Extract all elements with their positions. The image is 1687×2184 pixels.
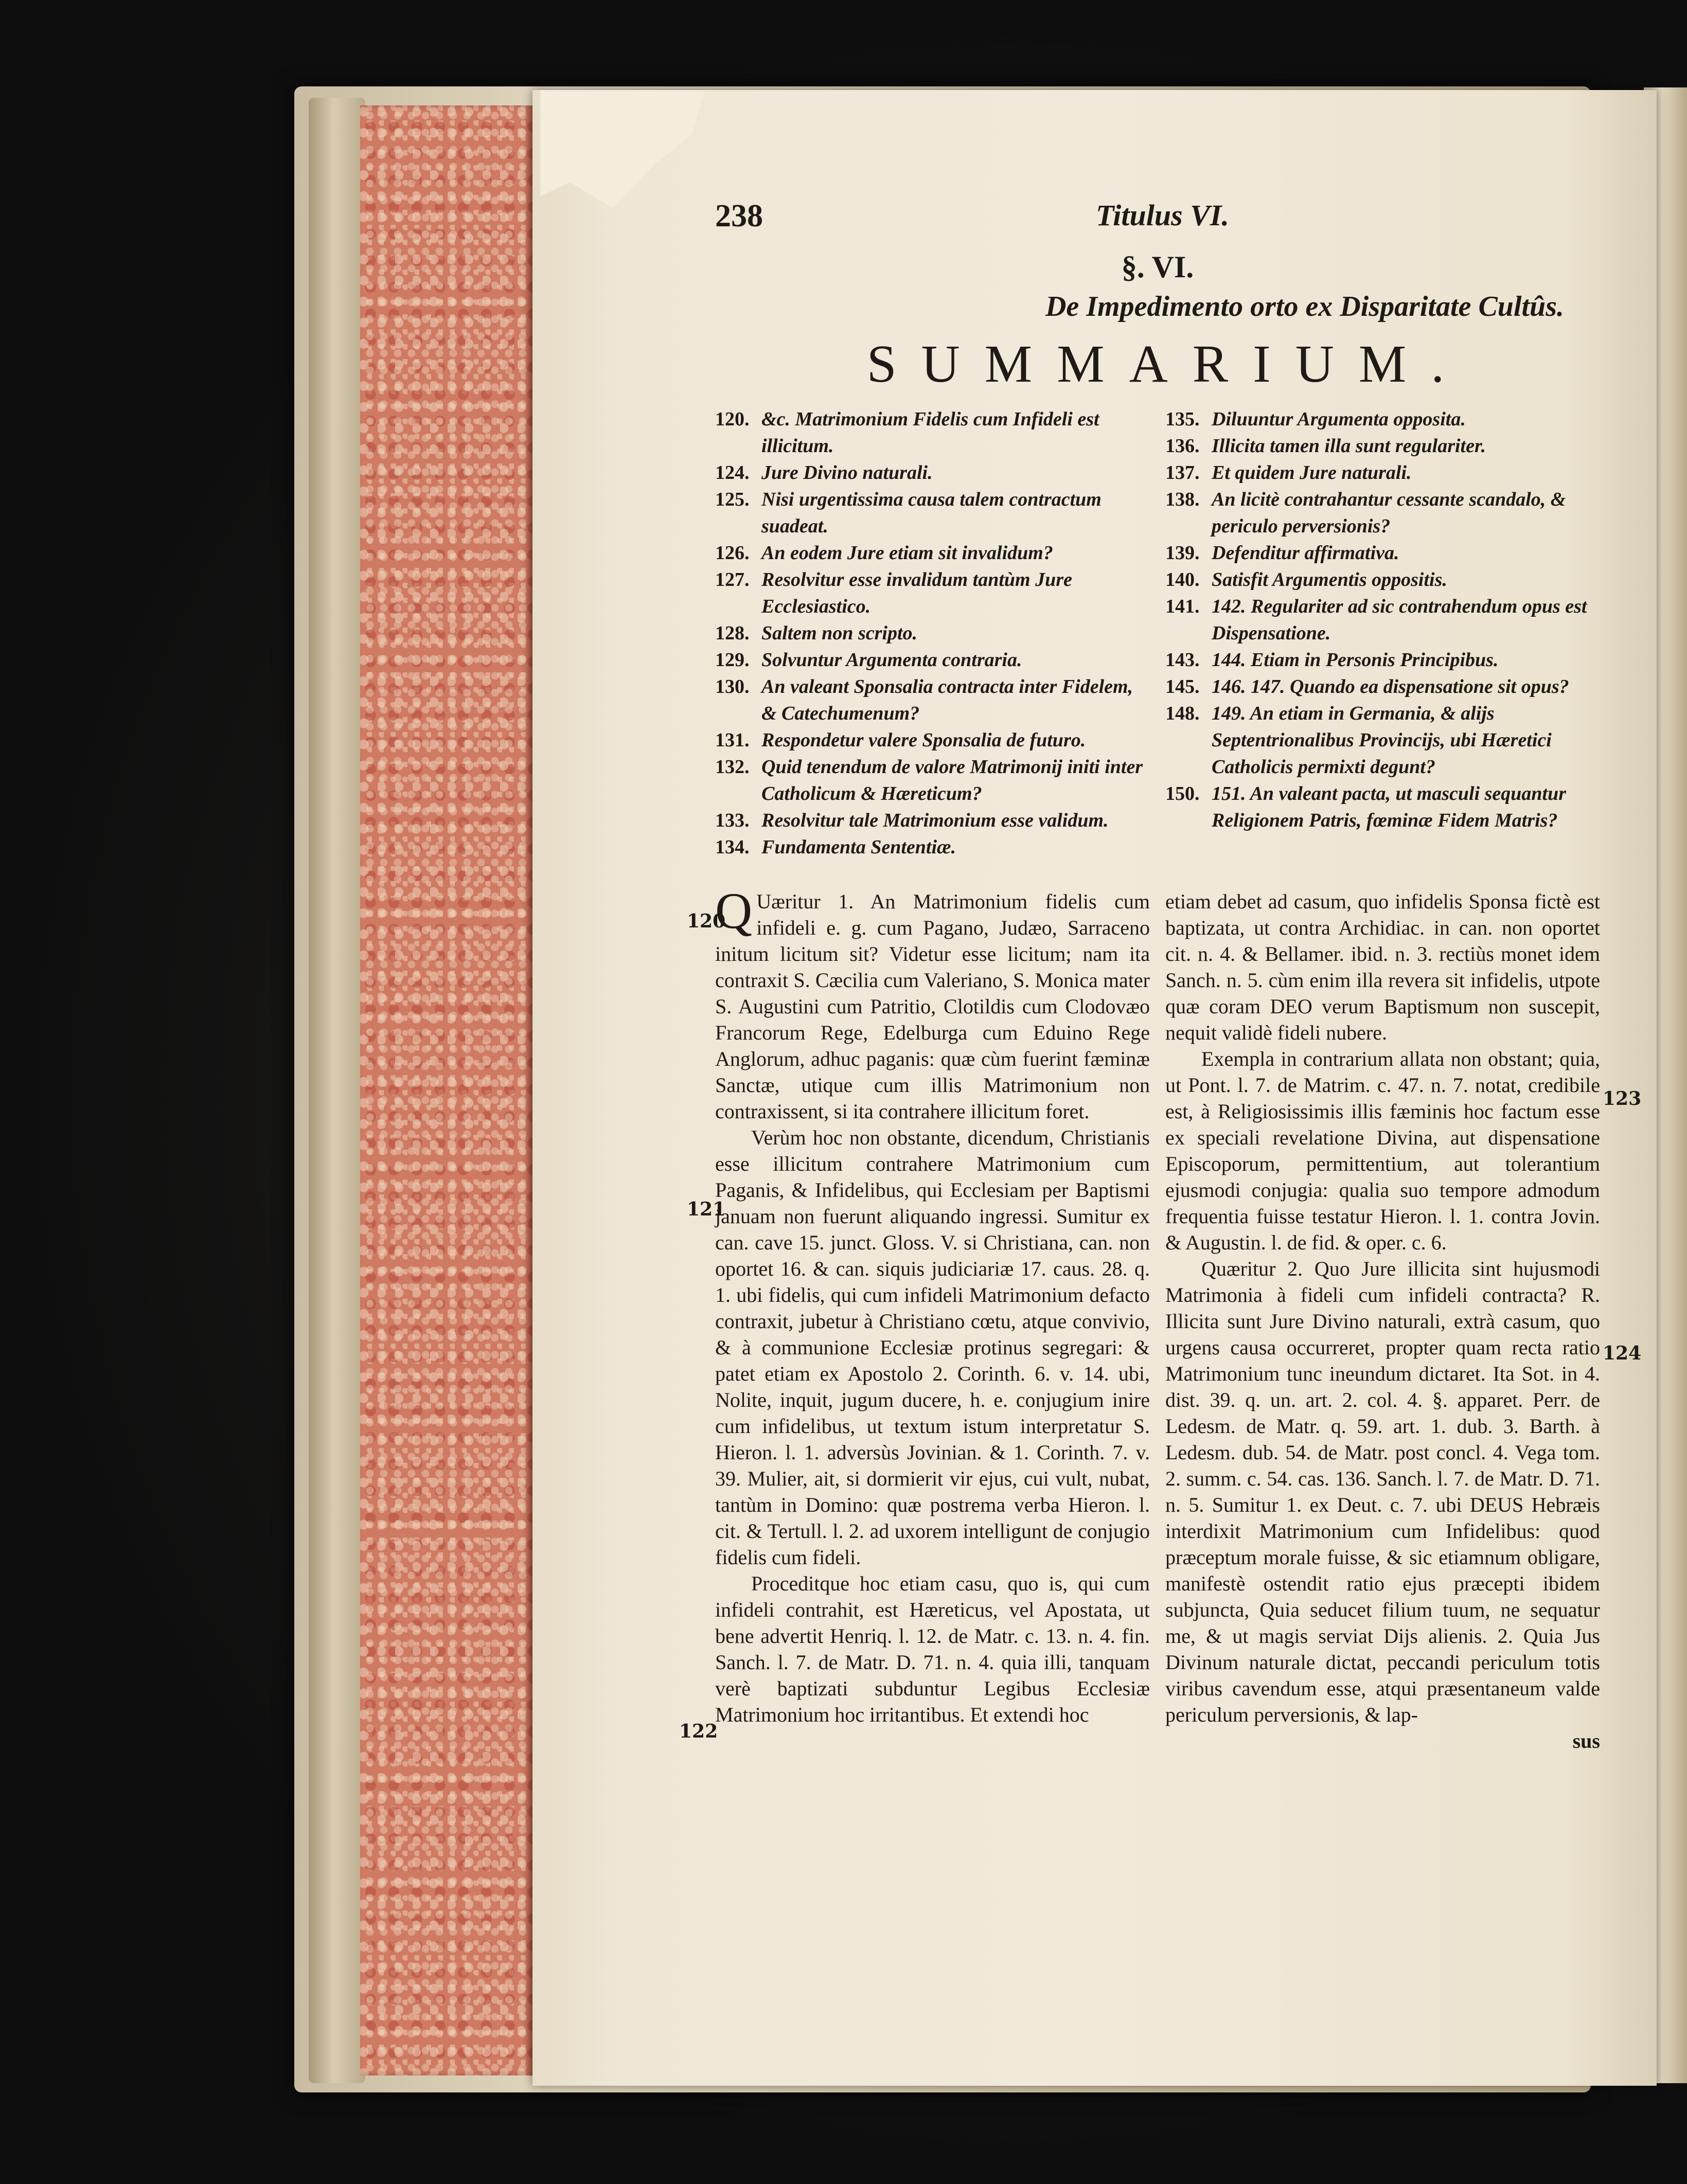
running-title: Titulus VI. <box>1096 199 1229 232</box>
summary-entry <box>715 754 1150 807</box>
section-subtitle: De Impedimento orto ex Disparitate Cultûs. <box>1045 291 1564 323</box>
entry-number: 128. <box>715 622 750 644</box>
summary-entry <box>1165 700 1600 780</box>
entry-text: Resolvitur tale Matrimonium esse validum. <box>761 810 1109 831</box>
entry-number: 137. <box>1165 462 1200 484</box>
entry-text: 142. Regulariter ad sic contrahendum opus est Dispensatione. <box>1212 596 1587 644</box>
summary-column-left <box>715 406 1150 861</box>
entry-number: 143. <box>1165 649 1200 671</box>
entry-text: 149. An etiam in Germania, & alijs Septentrionalibus Provincijs, ubi Hæretici Catholicis permixti degunt? <box>1212 703 1552 778</box>
summary-entry <box>715 486 1150 540</box>
paragraph <box>715 882 1150 1124</box>
margin-number: 124 <box>1603 1342 1642 1364</box>
entry-number: 133. <box>715 810 750 831</box>
entry-number: 127. <box>715 569 750 590</box>
summary-entry <box>715 807 1150 834</box>
entry-text: Respondetur valere Sponsalia de futuro. <box>761 729 1086 751</box>
entry-text: Illicita tamen illa sunt regulariter. <box>1212 435 1486 457</box>
entry-number: 140. <box>1165 569 1200 590</box>
entry-number: 134. <box>715 836 750 858</box>
summary-entry <box>715 834 1150 861</box>
margin-number: 121 <box>687 1198 726 1220</box>
book-spine-edge <box>309 98 365 2083</box>
margin-number: 120 <box>687 910 726 932</box>
entry-number: 132. <box>715 756 750 778</box>
entry-text: &c. Matrimonium Fidelis cum Infideli est illicitum. <box>761 408 1099 457</box>
body-text <box>715 882 1600 1754</box>
summary-entry <box>1165 647 1600 673</box>
summary-entry <box>715 620 1150 647</box>
summary-entry <box>1165 433 1600 459</box>
paragraph: Verùm hoc non obstante, dicendum, Christianis esse illicitum contrahere Matrimonium cum Paganis, & Infidelibus, qui Ecclesiam per Baptismi januam non fuerunt aliquando ingressi. Sumitur ex can. cave 15. junct. Gloss. V. si Christiana, can. non oportet 16. & can. siquis judiciariæ 17. caus. 28. q. 1. ubi fidelis, qui cum infideli Matrimonium defacto contraxit, jubetur à Christiano cœtu, atque convivio, & à communione Ecclesiæ protinus segregari: & patet etiam ex Apostolo 2. Corinth. 6. v. 14. ubi, Nolite, inquit, jugum ducere, h. e. conjugium inire cum infidelibus, ut textum istum interpretatur S. Hieron. l. 1. adversùs Jovinian. & 1. Corinth. 7. v. 39. Mulier, ait, si dormierit vir ejus, cui vult, nubat, tantùm in Domino: quæ postrema verba Hieron. l. cit. & Tertull. l. 2. ad uxorem intelligunt de conjugio fidelis cum fideli. <box>715 1126 1150 1569</box>
body-column-right <box>1165 888 1600 1754</box>
paragraph: Quæritur 2. Quo Jure illicita sint hujusmodi Matrimonia à fideli cum infideli contracta? R. Illicita sunt Jure Divino naturali, extrà casum, quo urgens causa occurreret, propter quam recta ratio Matrimonium tunc ineundum dictaret. Ita Sot. in 4. dist. 39. q. un. art. 2. col. 4. §. apparet. Perr. de Ledesm. de Matr. q. 59. art. 1. dub. 3. Barth. à Ledesm. dub. 54. de Matr. post concl. 4. Vega tom. 2. summ. c. 54. cas. 136. Sanch. l. 7. de Matr. D. 71. n. 5. Sumitur 1. ex Deut. c. 7. ubi DEUS Hebræis interdixit Matrimonium cum Infidelibus: quod præceptum morale fuisse, & sic etiamnum obligare, manifestè ostendit ratio ejus præcepti ibidem subjuncta, Quia seducet filium tuum, ne sequatur me, & ut magis serviat Dijs alienis. 2. Quia Jus Divinum naturale dictat, peccandi periculum totis viribus cavendum esse, atqui præsentaneum valde periculum perversionis, & lap- <box>1165 1257 1600 1726</box>
page-text <box>715 198 1600 1754</box>
summary-entry <box>1165 540 1600 566</box>
entry-number: 126. <box>715 542 750 564</box>
entry-text: Fundamenta Sententiæ. <box>761 836 956 858</box>
summary-entry <box>1165 673 1600 700</box>
entry-text: Jure Divino naturali. <box>761 462 933 484</box>
margin-number: 123 <box>1603 1088 1642 1109</box>
summary-entry <box>715 406 1150 459</box>
paragraph: etiam debet ad casum, quo infidelis Sponsa fictè est baptizata, ut contra Archidiac. in can. non oportet cit. n. 4. & Bellamer. ibid. n. 3. rectiùs monet idem Sanch. n. 5. cùm enim illa revera sit infidelis, utpote quæ coram DEO verum Baptismum non suscepit, nequit validè fideli nubere. <box>1165 890 1600 1044</box>
margin-number: 122 <box>679 1721 718 1742</box>
entry-number: 138. <box>1165 489 1200 510</box>
entry-text: Defenditur affirmativa. <box>1212 542 1399 564</box>
entry-number: 129. <box>715 649 750 671</box>
running-head <box>715 198 1600 239</box>
entry-text: Quid tenendum de valore Matrimonij initi inter Catholicum & Hæreticum? <box>761 756 1143 804</box>
entry-text: An eodem Jure etiam sit invalidum? <box>761 542 1053 564</box>
entry-number: 135. <box>1165 408 1200 430</box>
summary-table <box>715 406 1600 861</box>
summary-entry <box>1165 406 1600 433</box>
entry-text: Saltem non scripto. <box>761 622 917 644</box>
summary-entry <box>1165 593 1600 647</box>
entry-number: 136. <box>1165 435 1200 457</box>
paragraph: Exempla in contrarium allata non obstant; quia, ut Pont. l. 7. de Matrim. c. 47. n. 7. notat, credibile est, à Religiosissimis illis fæminis hoc factum esse ex speciali revelatione Divina, aut dispensatione Episcoporum, permittentium, aut tolerantium ejusmodi conjugia: qualia suo tempore admodum frequentia fuisse testatur Hieron. l. 1. contra Jovin. & Augustin. l. de fid. & oper. c. 6. <box>1165 1047 1600 1254</box>
entry-number: 120. <box>715 408 750 430</box>
summary-entry <box>1165 566 1600 593</box>
entry-number: 148. <box>1165 703 1200 724</box>
paragraph-text: Uæritur 1. An Matrimonium fidelis cum infideli e. g. cum Pagano, Judæo, Sarraceno initum licitum sit? Videtur esse licitum; nam ita contraxit S. Cæcilia cum Valeriano, S. Monica mater S. Augustini cum Patritio, Clotildis cum Clodovæo Francorum Rege, Edelburga cum Eduino Rege Anglorum, adhuc paganis: quæ cùm fuerint fæminæ Sanctæ, utique cum illis Matrimonium non contraxissent, si ita contrahere illicitum foret. <box>715 890 1150 1123</box>
entry-number: 125. <box>715 489 750 510</box>
entry-text: Solvuntur Argumenta contraria. <box>761 649 1022 671</box>
entry-number: 141. <box>1165 596 1200 617</box>
entry-text: Diluuntur Argumenta opposita. <box>1212 408 1466 430</box>
summary-column-right <box>1165 406 1600 861</box>
summary-entry <box>715 673 1150 727</box>
summary-entry <box>1165 486 1600 540</box>
paragraph: Proceditque hoc etiam casu, quo is, qui cum infideli contrahit, est Hæreticus, vel Apostata, ut bene advertit Henriq. l. 12. de Matr. c. 13. n. 4. fin. Sanch. l. 7. de Matr. D. 71. n. 4. quia illi, tanquam verè baptizati subduntur Legibus Ecclesiæ Matrimonium hoc irritantibus. Et extendi hoc <box>715 1572 1150 1726</box>
entry-number: 139. <box>1165 542 1200 564</box>
entry-number: 150. <box>1165 783 1200 804</box>
catchword: sus <box>1572 1729 1600 1752</box>
entry-number: 131. <box>715 729 750 751</box>
sprinkled-page-edge <box>360 105 532 2075</box>
summary-entry <box>715 540 1150 566</box>
summary-entry <box>1165 459 1600 486</box>
section-heading: §. VI. <box>1121 250 1194 284</box>
entry-text: Satisfit Argumentis oppositis. <box>1212 569 1447 590</box>
entry-text: An licitè contrahantur cessante scandalo, & periculo perversionis? <box>1212 489 1566 537</box>
summary-entry <box>1165 780 1600 834</box>
entry-text: 146. 147. Quando ea dispensatione sit opus? <box>1212 676 1569 697</box>
entry-text: Et quidem Jure naturali. <box>1212 462 1412 484</box>
summary-entry <box>715 727 1150 754</box>
summarium-title: SUMMARIUM. <box>866 334 1469 393</box>
entry-text: Resolvitur esse invalidum tantùm Jure Ecclesiastico. <box>761 569 1072 617</box>
summary-entry <box>715 647 1150 673</box>
entry-text: 151. An valeant pacta, ut masculi sequantur Religionem Patris, fœminæ Fidem Matris? <box>1212 783 1567 831</box>
entry-number: 145. <box>1165 676 1200 697</box>
entry-number: 130. <box>715 676 750 697</box>
entry-number: 124. <box>715 462 750 484</box>
page-number: 238 <box>715 199 763 234</box>
body-column-left <box>715 882 1150 1754</box>
entry-text: 144. Etiam in Personis Principibus. <box>1212 649 1499 671</box>
drop-cap: Q <box>715 882 753 939</box>
summary-entry <box>715 459 1150 486</box>
summary-entry <box>715 566 1150 620</box>
entry-text: Nisi urgentissima causa talem contractum suadeat. <box>761 489 1102 537</box>
entry-text: An valeant Sponsalia contracta inter Fidelem, & Catechumenum? <box>761 676 1133 724</box>
